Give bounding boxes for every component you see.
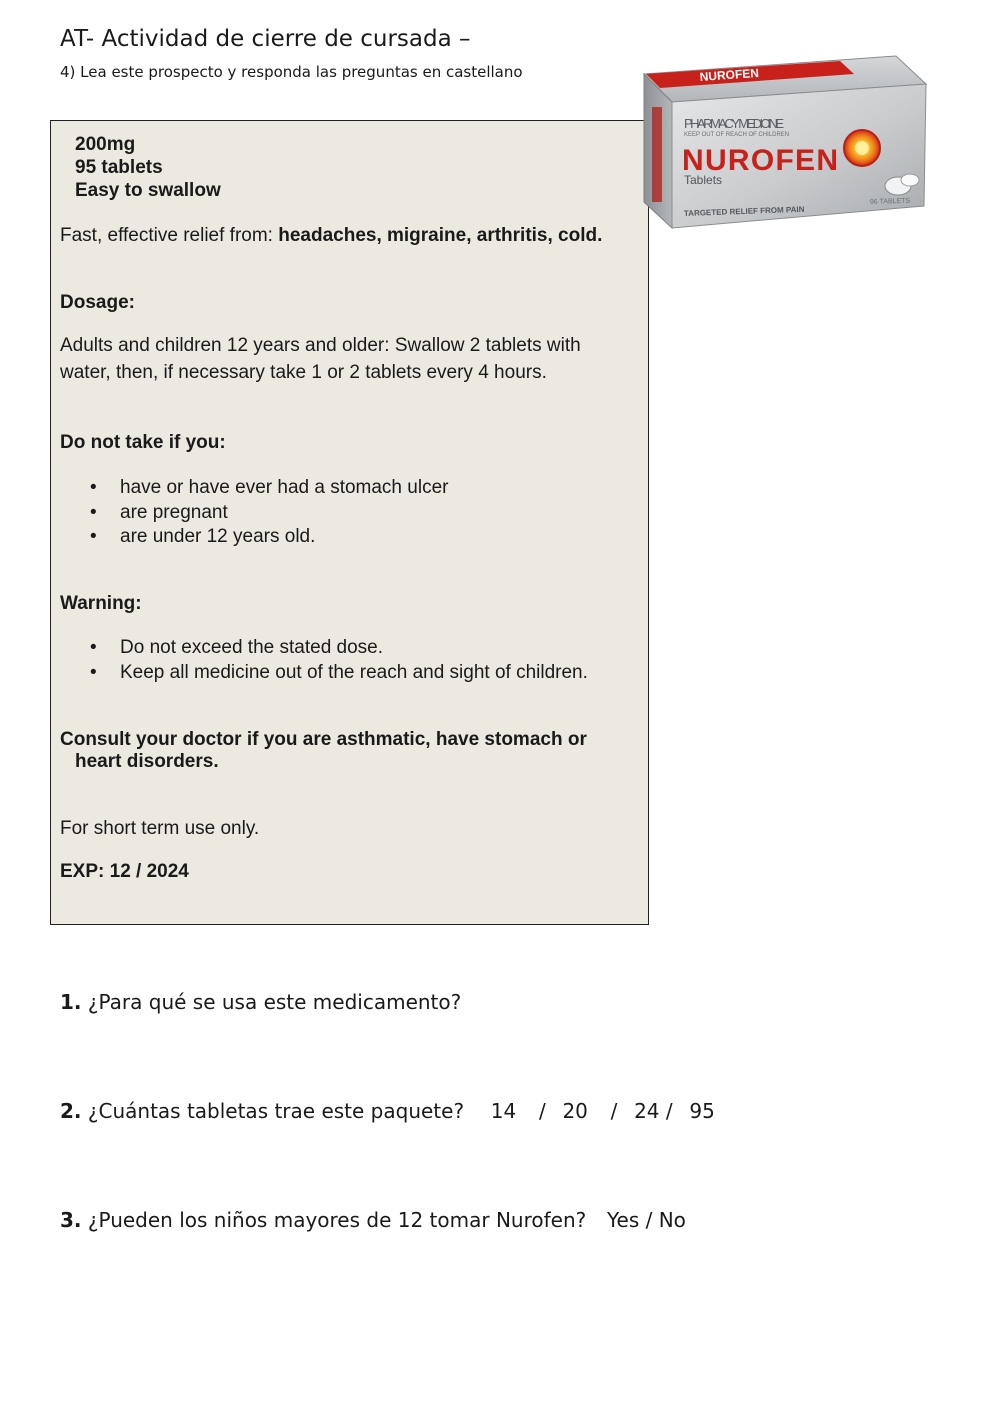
donot-item: • have or have ever had a stomach ulcer	[120, 476, 448, 499]
box-form-label: Tablets	[684, 173, 723, 187]
question-number: 2.	[60, 1099, 82, 1123]
leaflet-feature: Easy to swallow	[75, 180, 221, 201]
box-band-text: NUROFEN	[699, 65, 760, 84]
consult-line-2: heart disorders.	[75, 751, 219, 772]
box-pharmacy-label: PHARMACY MEDICINE	[684, 116, 784, 131]
question-3	[60, 1208, 686, 1232]
answer-option-yes-no[interactable]: Yes / No	[606, 1208, 686, 1232]
box-count-label: 96 TABLETS	[869, 197, 911, 206]
page-title: AT- Actividad de cierre de cursada –	[60, 26, 471, 52]
expiry-date: EXP: 12 / 2024	[60, 861, 189, 882]
nurofen-box-image	[640, 52, 932, 236]
answer-option[interactable]: 24	[634, 1099, 660, 1123]
leaflet-strength: 200mg	[75, 134, 136, 155]
instruction-text: 4) Lea este prospecto y responda las preguntas en castellano	[60, 63, 523, 81]
relief-items: headaches, migraine, arthritis, cold.	[278, 225, 603, 246]
box-tagline: TARGETED RELIEF FROM PAIN	[683, 204, 805, 218]
donot-heading: Do not take if you:	[60, 432, 226, 453]
consult-line-1: Consult your doctor if you are asthmatic, have stomach or	[60, 729, 587, 750]
donot-item: • are pregnant	[120, 501, 228, 524]
donot-item: • are under 12 years old.	[120, 525, 315, 548]
question-text: ¿Pueden los niños mayores de 12 tomar Nurofen?	[87, 1208, 587, 1232]
warning-item: • Do not exceed the stated dose.	[120, 636, 383, 659]
box-keep-label: KEEP OUT OF REACH OF CHILDREN	[684, 132, 790, 138]
dosage-line-1: Adults and children 12 years and older: Swallow 2 tablets with	[60, 335, 581, 356]
warning-heading: Warning:	[60, 593, 142, 614]
question-text: ¿Cuántas tabletas trae este paquete?	[87, 1099, 465, 1123]
option-separator: /	[610, 1099, 618, 1123]
box-brand-name: NUROFEN	[682, 144, 838, 177]
option-separator: /	[538, 1099, 546, 1123]
answer-option[interactable]: 14	[490, 1099, 517, 1123]
answer-option[interactable]: 95	[689, 1099, 715, 1123]
relief-line	[60, 224, 602, 247]
question-text: ¿Para qué se usa este medicamento?	[87, 990, 462, 1014]
answer-option[interactable]: 20	[562, 1099, 588, 1123]
short-term-note: For short term use only.	[60, 818, 260, 839]
question-2	[60, 1099, 715, 1123]
box-target-inner	[855, 141, 869, 155]
question-1	[60, 990, 461, 1014]
relief-intro: Fast, effective relief from:	[60, 225, 279, 246]
leaflet-count: 95 tablets	[75, 157, 163, 178]
question-number: 3.	[60, 1208, 82, 1232]
box-tablet-icon	[901, 174, 919, 186]
question-number: 1.	[60, 990, 82, 1014]
dosage-heading: Dosage:	[60, 292, 135, 313]
dosage-line-2: water, then, if necessary take 1 or 2 tablets every 4 hours.	[60, 362, 547, 383]
medicine-leaflet	[50, 120, 649, 925]
warning-item: • Keep all medicine out of the reach and sight of children.	[120, 661, 588, 684]
option-separator: /	[665, 1099, 673, 1123]
box-side-strip	[652, 107, 662, 202]
